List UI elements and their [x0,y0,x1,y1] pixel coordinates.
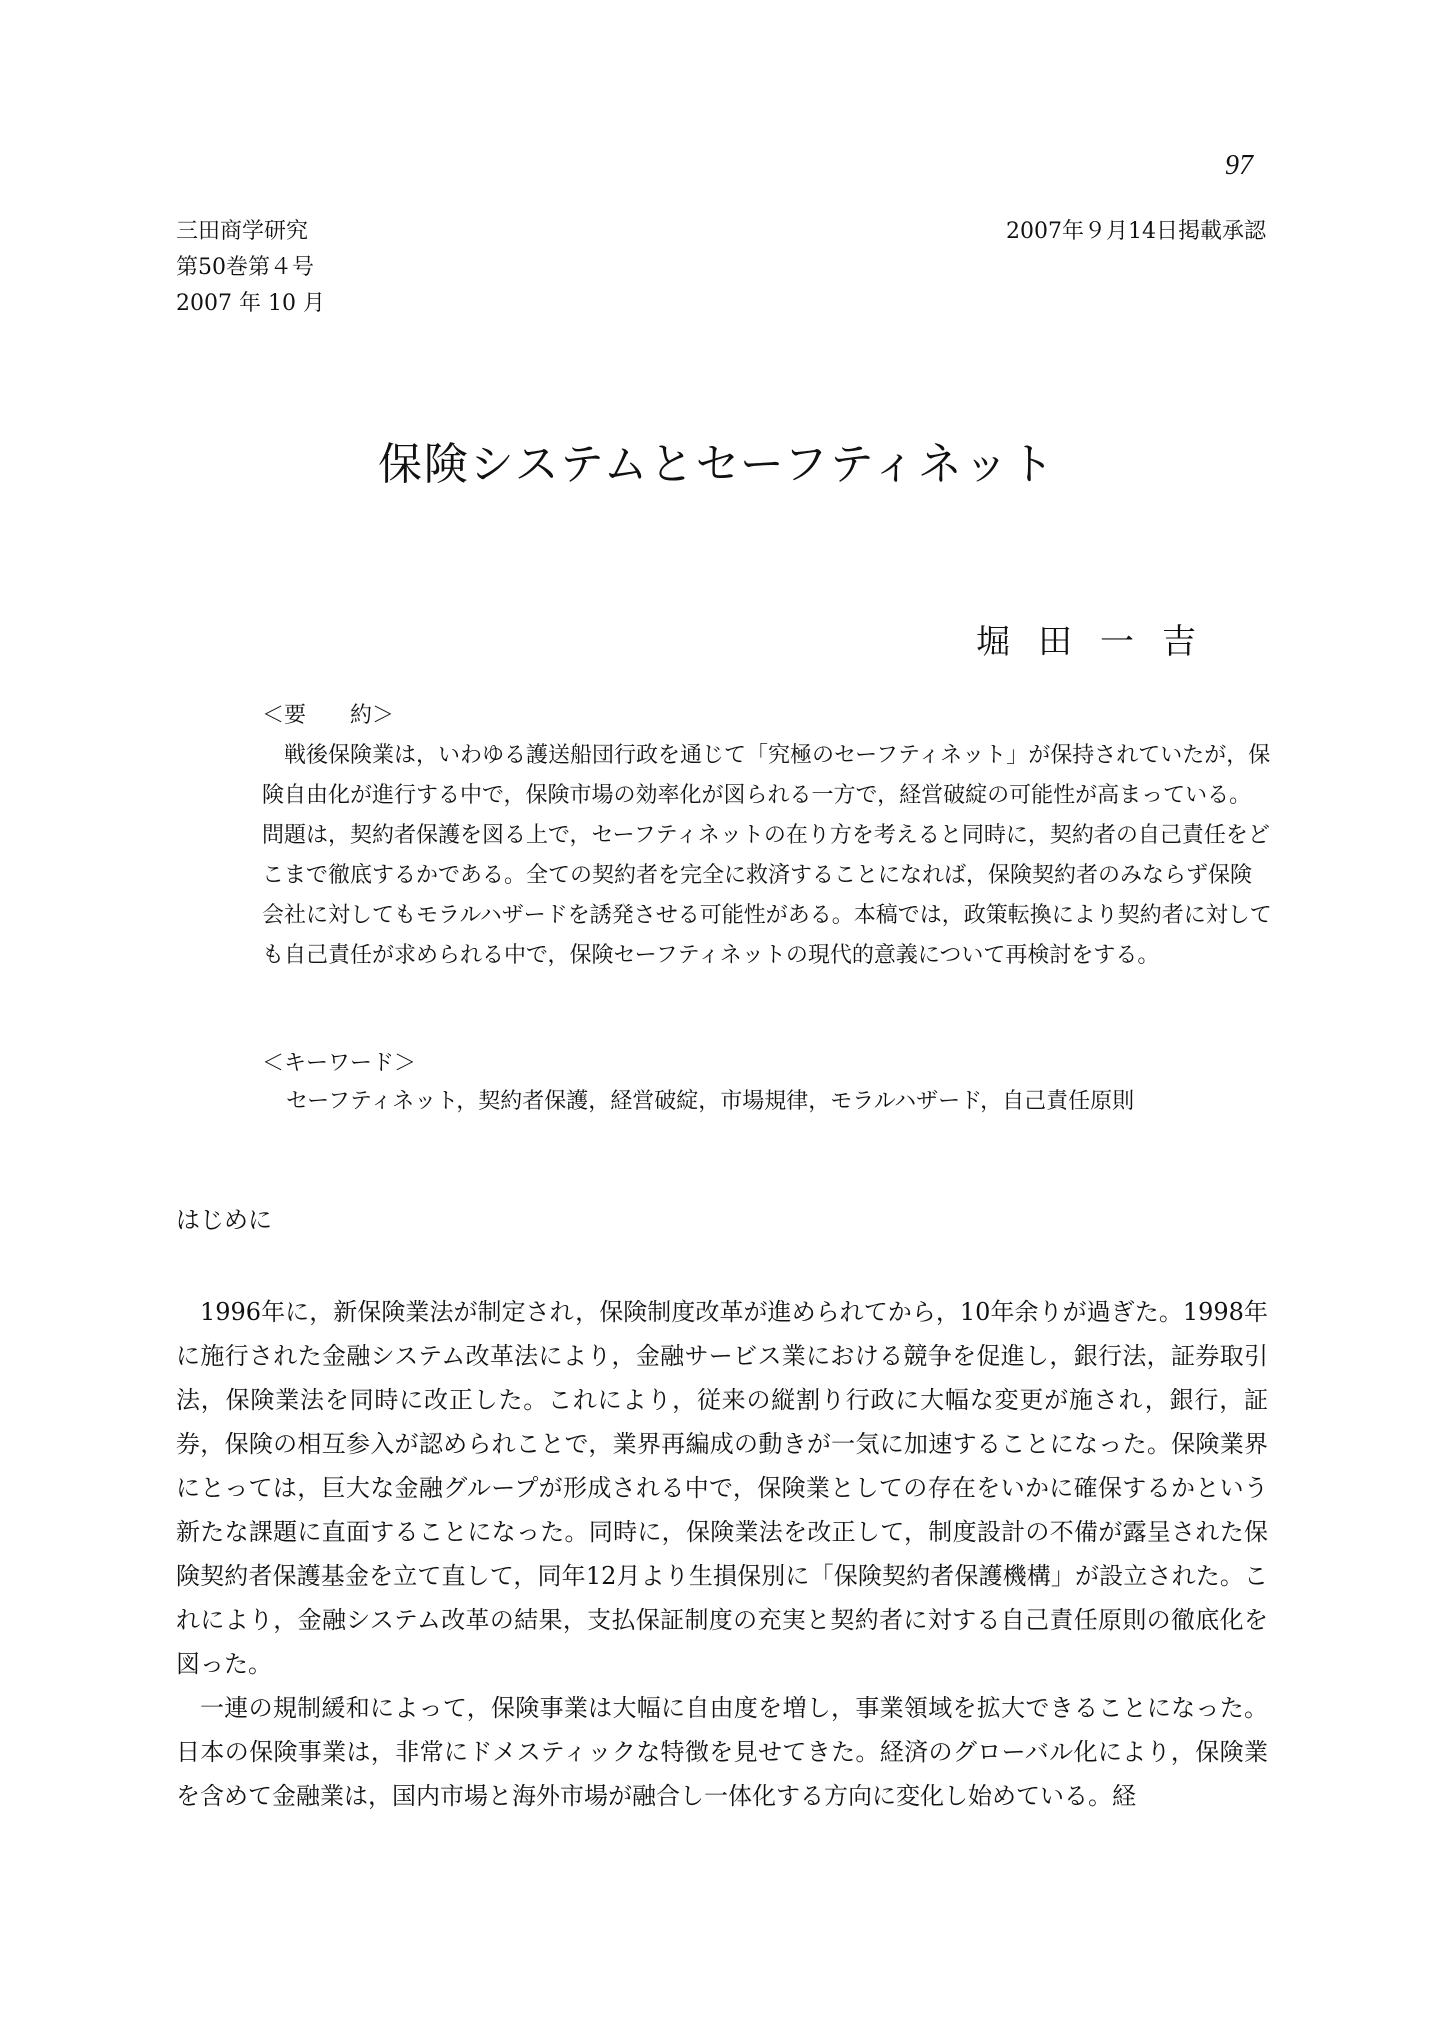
page-number: 97 [1225,150,1253,181]
journal-info [176,214,325,322]
journal-date: 2007 年 10 月 [176,291,325,316]
body-paragraph: 1996年に，新保険業法が制定され，保険制度改革が進められてから，10年余りが過ぎた。1998年に施行された金融システム改革法により，金融サービス業における競争を促進し，銀行法，証券取引法，保険業法を同時に改正した。これにより，従来の縦割り行政に大幅な変更が施され，銀行，証券，保険の相互参入が認められことで，業界再編成の動きが一気に加速することになった。保険業界にとっては，巨大な金融グループが形成される中で，保険業としての存在をいかに確保するかという新たな課題に直面することになった。同時に，保険業法を改正して，制度設計の不備が露呈された保険契約者保護基金を立て直して，同年12月より生損保別に「保険契約者保護機構」が設立された。これにより，金融システム改革の結果，支払保証制度の充実と契約者に対する自己責任原則の徹底化を図った。 [176,1298,1268,1678]
journal-name: 三田商学研究 [176,219,309,244]
acceptance-date: 2007年９月14日掲載承認 [1006,219,1266,244]
author-name: 堀田一吉 [976,622,1224,662]
paper-title: 保険システムとセーフティネット [377,439,1057,490]
keywords-heading: ＜キーワード＞ [262,1051,417,1076]
journal-volume: 第50巻第４号 [176,255,314,280]
section-heading: はじめに [176,1206,272,1234]
body-text [176,1290,1268,1818]
body-paragraph: 一連の規制緩和によって，保険事業は大幅に自由度を増し，事業領域を拡大できることになった。日本の保険事業は，非常にドメスティックな特徴を見せてきた。経済のグローバル化により，保険業を含めて金融業は，国内市場と海外市場が融合し一体化する方向に変化し始めている。経 [176,1694,1268,1810]
abstract-text: 戦後保険業は，いわゆる護送船団行政を通じて「究極のセーフティネット」が保持されていたが，保険自由化が進行する中で，保険市場の効率化が図られる一方で，経営破綻の可能性が高まっている。問題は，契約者保護を図る上で，セーフティネットの在り方を考えると同時に，契約者の自己責任をどこまで徹底するかである。全ての契約者を完全に救済することになれば，保険契約者のみならず保険会社に対してもモラルハザードを誘発させる可能性がある。本稿では，政策転換により契約者に対しても自己責任が求められる中で，保険セーフティネットの現代的意義について再検討をする。 [262,743,1272,968]
abstract-heading: ＜要 約＞ [262,703,395,728]
keywords-list: セーフティネット，契約者保護，経営破綻，市場規律，モラルハザード，自己責任原則 [286,1089,1135,1114]
